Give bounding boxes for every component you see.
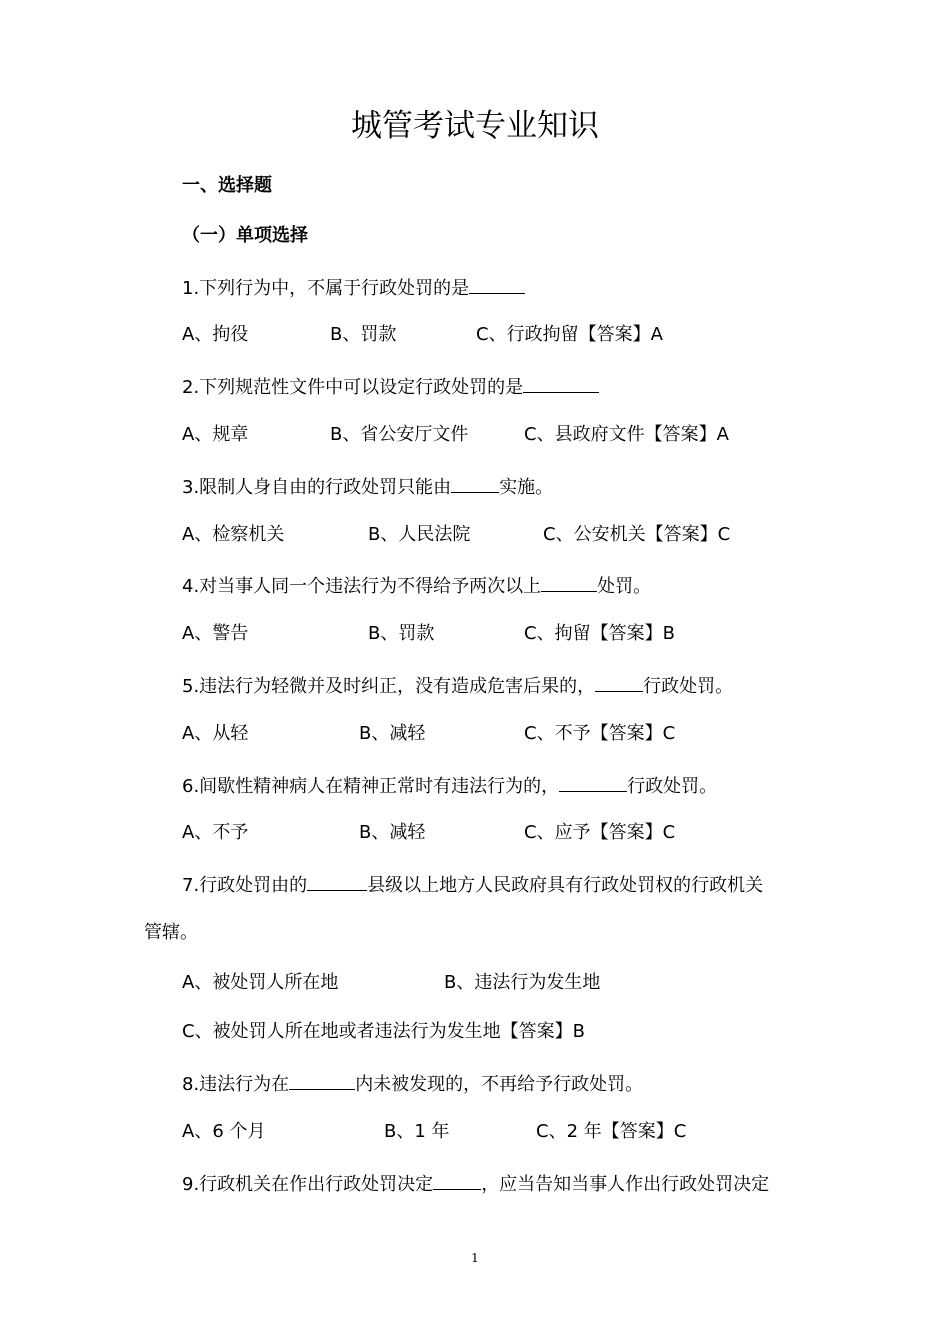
question-text: 3.限制人身自由的行政处罚只能由 [182, 477, 452, 498]
question-text-after: 内未被发现的，不再给予行政处罚。 [355, 1074, 644, 1095]
option-b: B、人民法院 [368, 524, 471, 545]
option-a: A、不予 [182, 822, 249, 843]
question-text-after: ，应当告知当事人作出行政处罚决定 [481, 1174, 770, 1195]
question-text-after: 行政处罚。 [643, 676, 734, 697]
question-text: 4.对当事人同一个违法行为不得给予两次以上 [182, 576, 542, 597]
section-heading: 一、选择题 [182, 175, 272, 196]
option-c: C、应予【答案】C [524, 822, 676, 843]
option-a: A、拘役 [182, 324, 249, 345]
answer-blank [451, 472, 499, 493]
option-a: A、从轻 [182, 723, 249, 744]
question-text: 2.下列规范性文件中可以设定行政处罚的是 [182, 377, 524, 398]
question-text-after: 实施。 [499, 477, 554, 498]
question-7-continuation: 管辖。 [144, 922, 198, 943]
question-text: 7.行政处罚由的 [182, 875, 308, 896]
question-text-after: 行政处罚。 [627, 776, 718, 797]
question-1 [182, 273, 525, 302]
answer-blank [307, 870, 367, 891]
option-c: C、拘留【答案】B [524, 623, 675, 644]
question-text: 6.间歇性精神病人在精神正常时有违法行为的， [182, 776, 560, 797]
question-6 [182, 771, 717, 800]
question-text: 1.下列行为中，不属于行政处罚的是 [182, 278, 470, 299]
answer-blank [595, 671, 643, 692]
option-b: B、罚款 [330, 324, 397, 345]
page-number: 1 [471, 1251, 479, 1265]
option-b: B、省公安厅文件 [330, 424, 469, 445]
option-c: C、被处罚人所在地或者违法行为发生地【答案】B [182, 1021, 585, 1042]
option-b: B、减轻 [359, 822, 426, 843]
question-7 [182, 870, 763, 899]
answer-blank [523, 372, 599, 393]
option-a: A、规章 [182, 424, 249, 445]
question-text-after: 处罚。 [597, 576, 652, 597]
option-c: C、公安机关【答案】C [543, 524, 731, 545]
question-5 [182, 671, 733, 700]
answer-blank [289, 1069, 355, 1090]
document-title: 城管考试专业知识 [351, 108, 599, 144]
answer-blank [559, 771, 627, 792]
option-c: C、县政府文件【答案】A [524, 424, 729, 445]
option-b: B、1 年 [384, 1121, 450, 1142]
option-c: C、2 年【答案】C [536, 1121, 687, 1142]
answer-blank [469, 273, 525, 294]
option-a: A、警告 [182, 623, 249, 644]
question-text-after: 县级以上地方人民政府具有行政处罚权的行政机关 [367, 875, 764, 896]
subsection-heading: （一）单项选择 [182, 225, 308, 246]
question-text: 8.违法行为在 [182, 1074, 290, 1095]
option-a: A、6 个月 [182, 1121, 266, 1142]
question-8 [182, 1069, 643, 1098]
question-3 [182, 472, 553, 501]
option-a: A、被处罚人所在地 [182, 972, 339, 993]
option-c: C、行政拘留【答案】A [476, 324, 663, 345]
option-b: B、罚款 [368, 623, 435, 644]
option-c: C、不予【答案】C [524, 723, 676, 744]
question-9 [182, 1169, 769, 1198]
answer-blank [541, 571, 597, 592]
option-b: B、违法行为发生地 [444, 972, 601, 993]
question-2 [182, 372, 599, 401]
option-a: A、检察机关 [182, 524, 285, 545]
question-text: 5.违法行为轻微并及时纠正，没有造成危害后果的， [182, 676, 596, 697]
answer-blank [433, 1169, 481, 1190]
question-4 [182, 571, 651, 600]
option-b: B、减轻 [359, 723, 426, 744]
question-text: 9.行政机关在作出行政处罚决定 [182, 1174, 434, 1195]
